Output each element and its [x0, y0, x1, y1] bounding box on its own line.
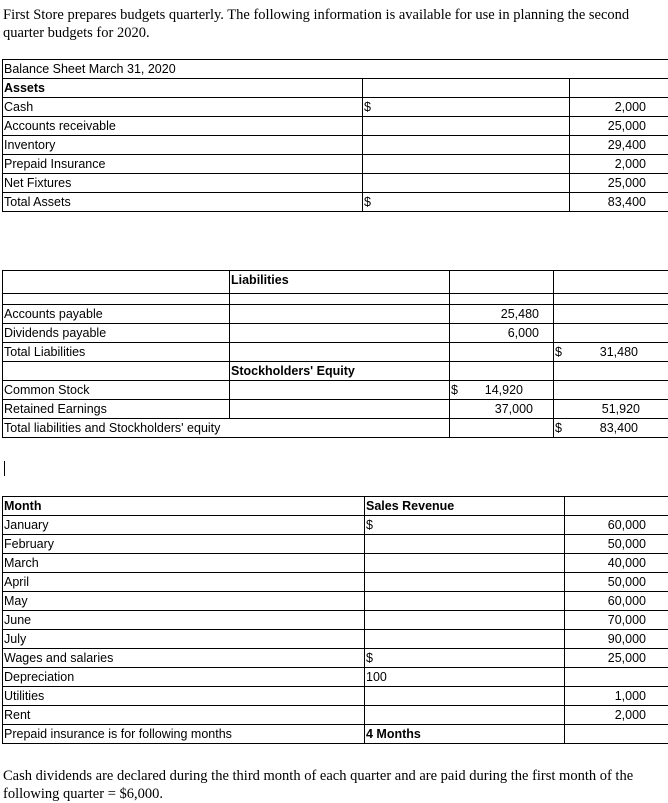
- row-value: 51,920: [554, 400, 668, 419]
- empty-cell: [554, 294, 668, 305]
- empty-cell: [570, 79, 668, 98]
- table-row: [3, 294, 668, 305]
- row-label: Prepaid insurance is for following months: [3, 725, 365, 744]
- table-row: [3, 98, 668, 117]
- empty-cell: [230, 400, 450, 419]
- table-row: [3, 630, 668, 649]
- dollar-sign: [365, 706, 565, 725]
- table-row: [3, 573, 668, 592]
- empty-cell: [230, 294, 450, 305]
- empty-cell: [230, 381, 450, 400]
- row-label: Wages and salaries: [3, 649, 365, 668]
- empty-cell: [450, 419, 554, 438]
- liabilities-equity-table: [2, 270, 668, 438]
- empty-cell: [3, 362, 230, 381]
- empty-cell: [3, 294, 230, 305]
- row-value: 40,000: [565, 554, 668, 573]
- empty-cell: [450, 294, 554, 305]
- dollar-sign: $: [451, 383, 458, 397]
- intro-paragraph: First Store prepares budgets quarterly. The following information is available for use in planning the second quarter budgets for 2020.: [3, 7, 630, 41]
- row-value: 60,000: [565, 592, 668, 611]
- dollar-sign: [365, 611, 565, 630]
- assets-heading: Assets: [3, 79, 363, 98]
- table-row: [3, 516, 668, 535]
- empty-cell: [554, 362, 668, 381]
- row-label: July: [3, 630, 365, 649]
- dollar-sign: [365, 630, 565, 649]
- empty-cell: [450, 362, 554, 381]
- row-value: 25,480: [450, 305, 554, 324]
- row-label: Accounts payable: [3, 305, 230, 324]
- empty-cell: [450, 271, 554, 294]
- empty-cell: [230, 324, 450, 343]
- table-row: [3, 725, 668, 744]
- table-row: [3, 400, 668, 419]
- row-label: February: [3, 535, 365, 554]
- row-value: 1,000: [565, 687, 668, 706]
- dollar-sign: $: [363, 193, 570, 212]
- table-row: [3, 305, 668, 324]
- row-value: 25,000: [570, 174, 668, 193]
- row-value: 2,000: [570, 98, 668, 117]
- table-row: [3, 174, 668, 193]
- outro-paragraph: Cash dividends are declared during the third month of each quarter and are paid during the first month of the following quarter = $6,000.: [3, 768, 634, 802]
- table-row: [3, 687, 668, 706]
- balance-sheet-table: [2, 59, 668, 212]
- empty-cell: [554, 305, 668, 324]
- total-liab-equity-cell: [554, 419, 668, 438]
- empty-cell: [554, 271, 668, 294]
- row-value: 31,480: [599, 345, 638, 359]
- month-header: Month: [3, 497, 365, 516]
- table-row: [3, 419, 668, 438]
- dollar-sign: $: [555, 421, 562, 435]
- dollar-sign: [363, 155, 570, 174]
- empty-cell: [554, 381, 668, 400]
- table-row: [3, 611, 668, 630]
- table-row: [3, 79, 668, 98]
- row-value: 2,000: [570, 155, 668, 174]
- table-row: [3, 535, 668, 554]
- row-label: Inventory: [3, 136, 363, 155]
- empty-cell: [230, 305, 450, 324]
- table-row: [3, 60, 668, 79]
- dollar-sign: [365, 554, 565, 573]
- table-row: [3, 155, 668, 174]
- dollar-sign: $: [555, 345, 562, 359]
- dollar-sign: $: [365, 516, 565, 535]
- row-value: 83,400: [570, 193, 668, 212]
- row-value: 37,000: [450, 400, 554, 419]
- stockholders-equity-heading: Stockholders' Equity: [230, 362, 450, 381]
- dollar-sign: $: [365, 649, 565, 668]
- row-label: Depreciation: [3, 668, 365, 687]
- row-label: Prepaid Insurance: [3, 155, 363, 174]
- empty-cell: [3, 271, 230, 294]
- dollar-sign: [365, 687, 565, 706]
- row-label: Total Liabilities: [3, 343, 230, 362]
- common-stock-cell: [450, 381, 554, 400]
- empty-cell: [565, 725, 668, 744]
- empty-cell: [450, 343, 554, 362]
- sales-table: [2, 496, 668, 744]
- empty-cell: [230, 343, 450, 362]
- row-label: Dividends payable: [3, 324, 230, 343]
- table-row: [3, 381, 668, 400]
- dollar-sign: [365, 592, 565, 611]
- row-value: 83,400: [599, 421, 638, 435]
- table-row: [3, 592, 668, 611]
- row-value: [565, 668, 668, 687]
- table-row: [3, 193, 668, 212]
- row-value: 25,000: [570, 117, 668, 136]
- row-label: March: [3, 554, 365, 573]
- row-value: 2,000: [565, 706, 668, 725]
- table-row: [3, 497, 668, 516]
- table-row: [3, 271, 668, 294]
- dollar-sign: $: [363, 98, 570, 117]
- row-label: May: [3, 592, 365, 611]
- table-row: [3, 668, 668, 687]
- row-value: 6,000: [450, 324, 554, 343]
- row-value: 14,920: [484, 383, 523, 397]
- dollar-sign: [363, 117, 570, 136]
- empty-cell: [554, 324, 668, 343]
- table-row: [3, 136, 668, 155]
- row-label: Rent: [3, 706, 365, 725]
- row-value: 50,000: [565, 535, 668, 554]
- balance-sheet-title: Balance Sheet March 31, 2020: [3, 60, 668, 79]
- table-row: [3, 649, 668, 668]
- sales-revenue-header: Sales Revenue: [365, 497, 565, 516]
- table-row: [3, 554, 668, 573]
- row-value: 60,000: [565, 516, 668, 535]
- row-label: Total liabilities and Stockholders' equity: [3, 419, 450, 438]
- dollar-sign: [365, 573, 565, 592]
- row-label: Common Stock: [3, 381, 230, 400]
- row-label: Utilities: [3, 687, 365, 706]
- row-label: Retained Earnings: [3, 400, 230, 419]
- text-cursor: [4, 461, 5, 476]
- table-row: [3, 324, 668, 343]
- row-value: 90,000: [565, 630, 668, 649]
- row-label: Total Assets: [3, 193, 363, 212]
- row-value: 70,000: [565, 611, 668, 630]
- row-label: Cash: [3, 98, 363, 117]
- total-liabilities-cell: [554, 343, 668, 362]
- table-row: [3, 362, 668, 381]
- depreciation-value: 100: [365, 668, 565, 687]
- table-row: [3, 117, 668, 136]
- liabilities-heading: Liabilities: [230, 271, 450, 294]
- row-value: 50,000: [565, 573, 668, 592]
- row-label: January: [3, 516, 365, 535]
- dollar-sign: [363, 174, 570, 193]
- table-row: [3, 706, 668, 725]
- row-value: 29,400: [570, 136, 668, 155]
- dollar-sign: [365, 535, 565, 554]
- empty-cell: [565, 497, 668, 516]
- row-value: 25,000: [565, 649, 668, 668]
- prepaid-months-value: 4 Months: [365, 725, 565, 744]
- table-row: [3, 343, 668, 362]
- row-label: Net Fixtures: [3, 174, 363, 193]
- empty-cell: [363, 79, 570, 98]
- row-label: June: [3, 611, 365, 630]
- row-label: April: [3, 573, 365, 592]
- dollar-sign: [363, 136, 570, 155]
- row-label: Accounts receivable: [3, 117, 363, 136]
